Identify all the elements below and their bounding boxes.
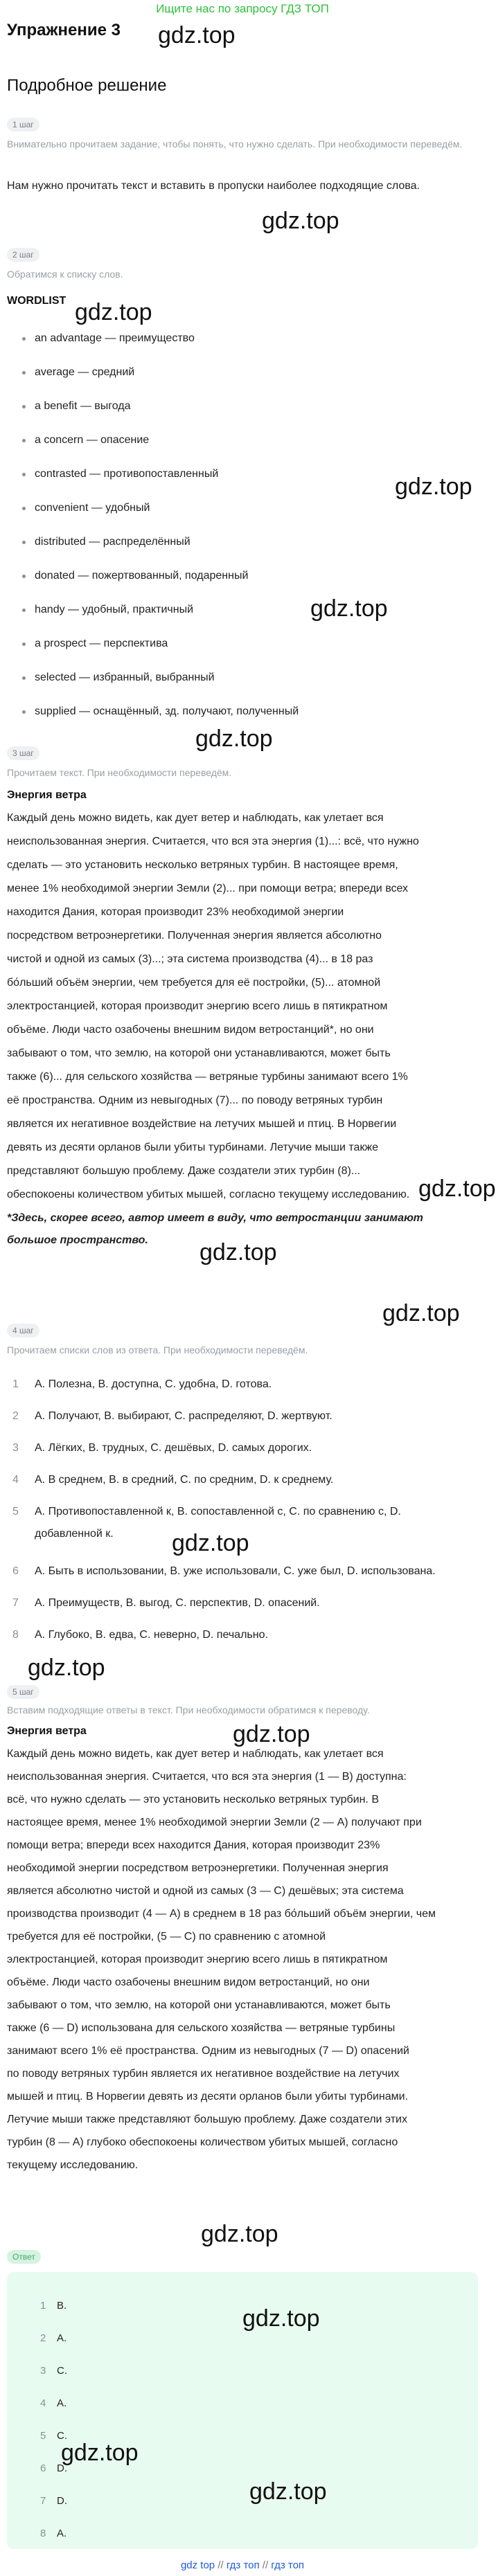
wordlist-item: a benefit — выгода (7, 389, 478, 423)
watermark: gdz.top (262, 208, 339, 234)
bullet-icon (22, 676, 26, 680)
bullet-icon (22, 575, 26, 578)
text-title: Энергия ветра (7, 1725, 87, 1737)
option-item: 8 A. Глубоко, B. едва, C. неверно, D. печально. (12, 1629, 268, 1641)
footnote: *Здесь, скорее всего, автор имеет в виду, что ветростанции занимают большое пространство. (7, 1212, 423, 1246)
watermark: gdz.top (418, 1176, 496, 1202)
wordlist-item: an advantage — преимущество (7, 321, 478, 355)
watermark: gdz.top (233, 1721, 310, 1747)
answer-item: 1 B. (40, 2300, 67, 2312)
wordlist-item: a prospect — перспектива (7, 627, 478, 660)
step-text: Нам нужно прочитать текст и вставить в пропуски наиболее подходящие слова. (7, 180, 420, 192)
answer-item: 6 D. (40, 2462, 67, 2474)
watermark: gdz.top (158, 22, 236, 48)
wordlist-item: supplied — оснащённый, зд. получают, полученный (7, 694, 478, 728)
option-item: 3 A. Лёгких, B. трудных, C. дешёвых, D. самых дорогих. (12, 1442, 312, 1454)
top-banner-link[interactable]: Ищите нас по запросу ГДЗ ТОП (156, 2, 329, 15)
answer-item: 5 C. (40, 2430, 67, 2442)
wordlist-item: contrasted — противопоставленный (7, 457, 478, 491)
wordlist-item: convenient — удобный (7, 491, 478, 525)
bullet-icon (22, 642, 26, 646)
wordlist-title: WORDLIST (7, 295, 67, 307)
step-badge: 1 шаг (7, 118, 39, 132)
bullet-icon (22, 507, 26, 510)
option-item: 7 A. Преимуществ, B. выгод, C. перспектив, D. опасений. (12, 1597, 320, 1609)
text-title: Энергия ветра (7, 789, 87, 801)
watermark: gdz.top (201, 2221, 278, 2247)
answer-item: 2 A. (40, 2332, 67, 2344)
bullet-icon (22, 609, 26, 612)
wordlist-item: a concern — опасение (7, 423, 478, 457)
bullet-icon (22, 439, 26, 442)
wordlist-item: handy — удобный, практичный (7, 593, 478, 627)
wordlist (7, 321, 478, 728)
watermark: gdz.top (195, 726, 273, 752)
answer-item: 7 D. (40, 2495, 67, 2507)
footer-link[interactable]: gdz top (180, 2559, 215, 2571)
solution-title: Подробное решение (7, 76, 167, 95)
bullet-icon (22, 337, 26, 341)
footer-link[interactable]: гдз топ (226, 2559, 260, 2571)
watermark: gdz.top (28, 1655, 105, 1681)
footer-link[interactable]: гдз топ (271, 2559, 305, 2571)
step-hint: Прочитаем списки слов из ответа. При необходимости переведём. (7, 1344, 308, 1355)
watermark: gdz.top (75, 299, 152, 325)
options-list (7, 1373, 478, 1656)
watermark: gdz.top (61, 2440, 139, 2466)
step-badge: 3 шаг (7, 746, 39, 760)
watermark: gdz.top (249, 2478, 327, 2505)
bullet-icon (22, 405, 26, 408)
watermark: gdz.top (200, 1239, 277, 1266)
reading-text: Каждый день можно видеть, как дует ветер и наблюдать, как улетает вся неиспользованная энергия. Считается, что вся эта энергия (1)...: всё, что нужно сделать — это установить несколько ветряных турбин. В настоящее время, менее 1% необходимой энергии Земли (2)... при помощи ветра; впереди всех находится Дания, которая производит 23% необходимой энергии посредством ветроэнергетики. Полученная энергия является абсолютно чистой и одной из самых (3)...; эта система производства (4)... в 18 раз бо́льший объём энергии, чем требуется для её постройки, (5)... атомной электростанцией, которая производит энергию всего лишь в пятикратном объёме. Люди часто озабочены внешним видом ветростанций*, но они забывают о том, что землю, на которой они устанавливаются, может быть также (6)... для сельского хозяйства — ветряные турбины занимают всего 1% её пространства. Одним из невыгодных (7)... по поводу ветряных турбин является их негативное воздействие на летучих мышей и птиц. В Норвегии девять из десяти орланов были убиты турбинами. Летучие мыши также представляют большую проблему. Даже создатели этих турбин (8)... обеспокоены количеством убитых мышей, согласно текущему исследованию. (7, 812, 419, 1200)
footer-separator: // (218, 2559, 224, 2571)
footer-separator: // (262, 2559, 269, 2571)
answer-item: 3 C. (40, 2365, 67, 2377)
step-badge: 4 шаг (7, 1324, 39, 1337)
watermark: gdz.top (242, 2305, 320, 2332)
footer-links (0, 2555, 485, 2576)
bullet-icon (22, 710, 26, 714)
step-badge: 2 шаг (7, 248, 39, 262)
watermark: gdz.top (310, 595, 388, 622)
wordlist-item: distributed — распределённый (7, 525, 478, 559)
answer-item: 4 A. (40, 2397, 67, 2409)
completed-text: Каждый день можно видеть, как дует ветер и наблюдать, как улетает вся неиспользованная энергия. Считается, что вся эта энергия (1 — B) доступна: всё, что нужно сделать — это установить несколько ветряных турбин. В настоящее время, менее 1% необходимой энергии Земли (2 — A) получают при помощи ветра; впереди всех находится Дания, которая производит 23% необходимой энергии посредством ветроэнергетики. Полученная энергия является абсолютно чистой и одной из самых (3 — C) дешёвых; эта система производства производит (4 — A) в среднем в 18 раз бо́льший объём энергии, чем требуется для её постройки, (5 — C) по сравнению с атомной электростанцией, которая производит энергию всего лишь в пятикратном объёме. Люди часто озабочены внешним видом ветростанций, но они забывают о том, что землю, на которой они устанавливаются, может быть также (6 — D) использована для сельского хозяйства — ветряные турбины занимают всего 1% её пространства. Одним из невыгодных (7 — D) опасений по поводу ветряных турбин является их негативное воздействие на летучих мышей и птиц. В Норвегии девять из десяти орланов были убиты турбинами. Летучие мыши также представляют большую проблему. Даже создатели этих турбин (8 — A) глубоко обеспокоены количеством убитых мышей, согласно текущему исследованию. (7, 1748, 436, 2171)
step-hint: Вставим подходящие ответы в текст. При необходимости обратимся к переводу. (7, 1704, 370, 1715)
bullet-icon (22, 541, 26, 544)
bullet-icon (22, 371, 26, 375)
wordlist-item: selected — избранный, выбранный (7, 660, 478, 694)
option-item: 2 A. Получают, B. выбирают, C. распределяют, D. жертвуют. (12, 1410, 333, 1422)
answer-badge: Ответ (7, 2250, 41, 2264)
answer-item: 8 A. (40, 2528, 67, 2539)
step-hint: Прочитаем текст. При необходимости переведём. (7, 767, 232, 778)
wordlist-item: donated — пожертвованный, подаренный (7, 559, 478, 593)
step-hint: Внимательно прочитаем задание, чтобы понять, что нужно сделать. При необходимости переведём. (7, 138, 463, 150)
option-item: 6 A. Быть в использовании, B. уже использовали, C. уже был, D. использована. (12, 1565, 436, 1577)
exercise-title: Упражнение 3 (7, 21, 121, 39)
step-hint: Обратимся к списку слов. (7, 269, 123, 280)
option-item: 4 A. В среднем, B. в средний, C. по средним, D. к среднему. (12, 1474, 334, 1486)
option-item: 5 A. Противопоставленной к, B. сопоставленной с, C. по сравнению с, D. добавленной к. (12, 1506, 401, 1540)
bullet-icon (22, 473, 26, 476)
wordlist-item: average — средний (7, 355, 478, 389)
watermark: gdz.top (382, 1300, 460, 1326)
watermark: gdz.top (172, 1530, 249, 1556)
option-item: 1 A. Полезна, B. доступна, C. удобна, D. готова. (12, 1378, 272, 1390)
step-badge: 5 шаг (7, 1685, 39, 1699)
watermark: gdz.top (395, 474, 472, 500)
